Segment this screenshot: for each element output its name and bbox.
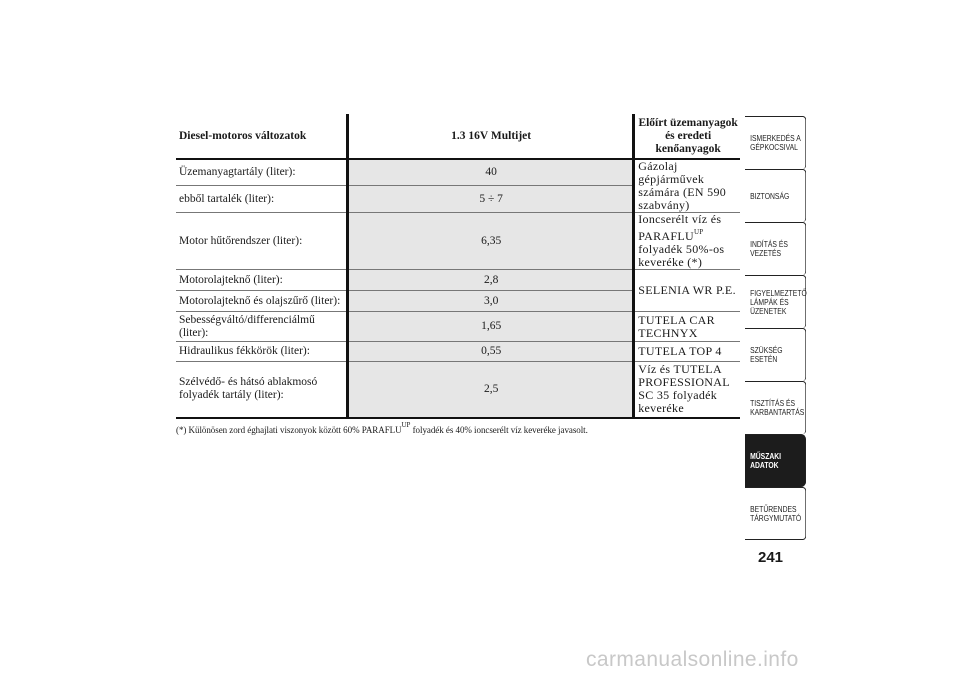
- row-value: 3,0: [348, 291, 634, 312]
- row-value: 0,55: [348, 342, 634, 362]
- row-value: 6,35: [348, 213, 634, 270]
- row-label: Sebességváltó/differenciálmű (liter):: [176, 312, 348, 342]
- row-label: Motorolajteknő és olajszűrő (liter):: [176, 291, 348, 312]
- row-label: Szélvédő- és hátsó ablakmosó folyadék tartály (liter):: [176, 362, 348, 418]
- row-value: 2,8: [348, 270, 634, 291]
- lubricant-coolant: [634, 213, 740, 270]
- row-label: Motor hűtőrendszer (liter):: [176, 213, 348, 270]
- coolant-text-a: Ioncserélt víz és PARAFLU: [638, 212, 722, 243]
- page-number: 241: [758, 549, 784, 566]
- table-row: [176, 159, 740, 186]
- table-row: [176, 312, 740, 342]
- coolant-text-b: folyadék 50%-os keveréke (*): [638, 242, 725, 269]
- lubricant-fuel: Gázolaj gépjárművek számára (EN 590 szabvány): [634, 159, 740, 213]
- footnote-text-a: (*) Különösen zord éghajlati viszonyok között 60% PARAFLU: [176, 424, 402, 435]
- watermark: carmanualsonline.info: [586, 648, 799, 671]
- header-diesel-versions: Diesel-motoros változatok: [176, 114, 348, 159]
- row-value: 5 ÷ 7: [348, 186, 634, 213]
- table-row: [176, 213, 740, 270]
- specification-table-area: [176, 114, 740, 435]
- table-header-row: [176, 114, 740, 159]
- capacities-table: [176, 114, 740, 419]
- row-label: Motorolajteknő (liter):: [176, 270, 348, 291]
- header-lubricants: Előírt üzemanyagok és eredeti kenőanyagok: [634, 114, 740, 159]
- row-label: ebből tartalék (liter):: [176, 186, 348, 213]
- tab-maintenance[interactable]: TISZTÍTÁS ÉS KARBANTARTÁS: [745, 381, 806, 434]
- row-label: Üzemanyagtartály (liter):: [176, 159, 348, 186]
- table-footnote: [176, 421, 740, 435]
- header-engine: 1.3 16V Multijet: [451, 129, 532, 142]
- row-value: 1,65: [348, 312, 634, 342]
- chapter-tabs: [745, 116, 817, 540]
- footnote-sup: UP: [401, 420, 411, 429]
- row-value: 40: [348, 159, 634, 186]
- tab-technical-data[interactable]: MŰSZAKI ADATOK: [745, 434, 806, 487]
- tab-index[interactable]: BETŰRENDES TÁRGYMUTATÓ: [745, 487, 806, 540]
- coolant-sup: UP: [693, 228, 704, 236]
- table-row: [176, 342, 740, 362]
- footnote-text-b: folyadék és 40% ioncserélt víz keveréke javasolt.: [410, 424, 588, 435]
- tab-starting-driving[interactable]: INDÍTÁS ÉS VEZETÉS: [745, 222, 806, 275]
- table-row: [176, 362, 740, 418]
- row-label: Hidraulikus fékkörök (liter):: [176, 342, 348, 362]
- table-row: [176, 270, 740, 291]
- tab-getting-to-know[interactable]: ISMERKEDÉS A GÉPKOCSIVAL: [745, 116, 806, 169]
- lubricant-brake: TUTELA TOP 4: [634, 342, 740, 362]
- tab-warning-lights[interactable]: FIGYELMEZTETŐ LÁMPÁK ÉS ÜZENETEK: [745, 275, 806, 328]
- row-value: 2,5: [348, 362, 634, 418]
- lubricant-washer: Víz és TUTELA PROFESSIONAL SC 35 folyadék keveréke: [634, 362, 740, 418]
- lubricant-gearbox: TUTELA CAR TECHNYX: [634, 312, 740, 342]
- tab-emergency[interactable]: SZÜKSÉG ESETÉN: [745, 328, 806, 381]
- tab-safety[interactable]: BIZTONSÁG: [745, 169, 806, 222]
- lubricant-oil: SELENIA WR P.E.: [634, 270, 740, 312]
